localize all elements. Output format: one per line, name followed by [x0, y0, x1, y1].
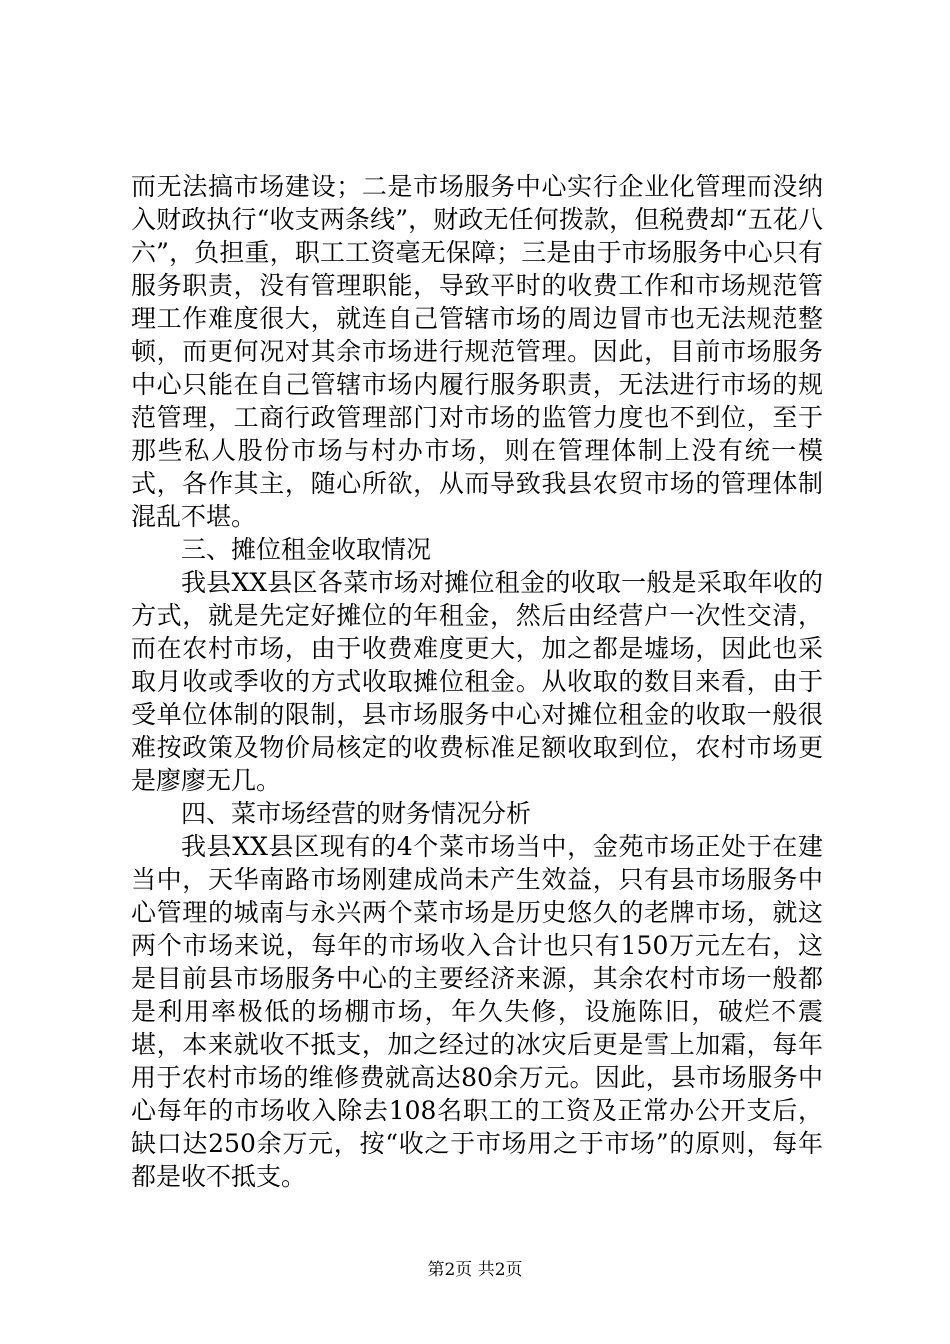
section-heading-financial-analysis: 四、菜市场经营的财务情况分析: [181, 799, 532, 828]
section-heading-stall-rent: 三、摊位租金收取情况: [181, 535, 432, 564]
paragraph-stall-rent: 我县XX县区各菜市场对摊位租金的收取一般是采取年收的方式，就是先定好摊位的年租金，然后由经营户一次性交清，而在农村市场，由于收费难度更大，加之都是墟场，因此也采取月收或季收的方式收取摊位租金。从收取的数目来看，由于受单位体制的限制，县市场服务中心对摊位租金的收取一般很难按政策及物价局核定的收费标准足额收取到位，农村市场更是廖廖无几。: [131, 568, 823, 795]
paragraph-management-system: 而无法搞市场建设；二是市场服务中心实行企业化管理而没纳入财政执行“收支两条线”，财政无任何拨款，但税费却“五花八六”，负担重，职工工资毫无保障；三是由于市场服务中心只有服务职责，没有管理职能，导致平时的收费工作和市场规范管理工作难度很大，就连自己管辖市场的周边冒市也无法规范整顿，而更何况对其余市场进行规范管理。因此，目前市场服务中心只能在自己管辖市场内履行服务职责，无法进行市场的规范管理，工商行政管理部门对市场的监管力度也不到位，至于那些私人股份市场与村办市场，则在管理体制上没有统一模式，各作其主，随心所欲，从而导致我县农贸市场的管理体制混乱不堪。: [131, 172, 823, 531]
document-body: [131, 170, 823, 1193]
page-number-footer: 第2页 共2页: [427, 1260, 523, 1280]
paragraph-financial-analysis: 我县XX县区现有的4个菜市场当中，金苑市场正处于在建当中，天华南路市场刚建成尚未产生效益，只有县市场服务中心管理的城南与永兴两个菜市场是历史悠久的老牌市场，就这两个市场来说，每年的市场收入合计也只有150万元左右，这是目前县市场服务中心的主要经济来源，其余农村市场一般都是利用率极低的场棚市场，年久失修，设施陈旧，破烂不震堪，本来就收不抵支，加之经过的冰灾后更是雪上加霜，每年用于农村市场的维修费就高达80余万元。因此，县市场服务中心每年的市场收入除去108名职工的工资及正常办公开支后，缺口达250余万元，按“收之于市场用之于市场”的原则，每年都是收不抵支。: [131, 832, 823, 1191]
